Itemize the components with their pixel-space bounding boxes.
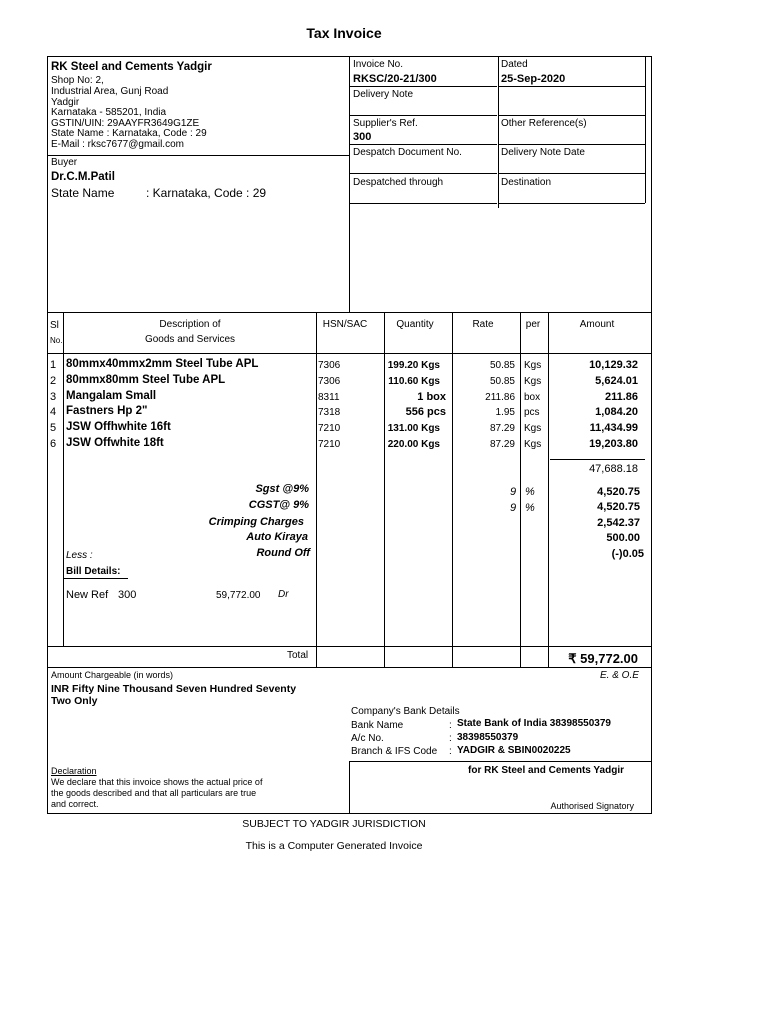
row-amount: 10,129.32 — [589, 359, 638, 371]
charge-label: Sgst @9% — [255, 483, 309, 495]
total-row-bottom — [47, 667, 651, 668]
bill-ref-label: New Ref — [66, 589, 109, 601]
amount-words-label: Amount Chargeable (in words) — [51, 670, 174, 680]
row-desc: Fastners Hp 2" — [66, 405, 148, 417]
frame-bottom — [47, 813, 651, 814]
row-sl: 5 — [50, 422, 57, 434]
meta-line — [349, 86, 497, 87]
bill-details-underline — [64, 578, 128, 579]
delivery-note-label: Delivery Note — [353, 89, 414, 100]
row-per: Kgs — [524, 376, 542, 387]
row-rate: 87.29 — [489, 439, 515, 450]
charge-label: Crimping Charges — [208, 516, 304, 528]
col-line-rate — [520, 312, 521, 668]
row-rate: 87.29 — [489, 423, 515, 434]
row-desc: JSW Offhwhite 16ft — [66, 421, 171, 433]
delivery-note-date-label: Delivery Note Date — [501, 147, 585, 158]
buyer-state-value: : Karnataka, Code : 29 — [146, 186, 267, 200]
subtotal-amount: 47,688.18 — [589, 463, 638, 475]
header-rate: Rate — [472, 319, 494, 330]
row-amount: 11,434.99 — [589, 422, 638, 434]
row-qty: 1 box — [417, 391, 446, 403]
meta-line — [498, 144, 645, 145]
row-sl: 6 — [50, 438, 57, 450]
bill-ref-no: 300 — [118, 589, 137, 601]
declaration-line: We declare that this invoice shows the actual price of — [51, 777, 263, 787]
signatory-box-left — [349, 761, 350, 813]
col-line-sl — [63, 312, 64, 646]
invoice-no: RKSC/20-21/300 — [353, 73, 437, 85]
row-amount: 19,203.80 — [589, 438, 638, 450]
seller-buyer-divider — [47, 155, 349, 156]
row-qty: 199.20 Kgs — [387, 360, 440, 371]
dated-label: Dated — [501, 59, 528, 70]
meta-line — [498, 203, 645, 204]
table-top — [47, 312, 651, 313]
seller-line: Karnataka - 585201, India — [51, 107, 167, 118]
row-amount: 5,624.01 — [595, 375, 638, 387]
dated-value: 25-Sep-2020 — [501, 73, 566, 85]
header-desc-2: Goods and Services — [144, 334, 236, 345]
declaration-line: the goods described and that all particulars are true — [51, 788, 257, 798]
row-hsn: 7306 — [318, 360, 341, 371]
declaration-line: and correct. — [51, 799, 99, 809]
seller-line: State Name : Karnataka, Code : 29 — [51, 128, 207, 139]
row-qty: 131.00 Kgs — [387, 423, 440, 434]
amount-words-2: Two Only — [51, 695, 98, 707]
seller-email: E-Mail : rksc7677@gmail.com — [51, 139, 184, 150]
meta-right — [645, 56, 646, 203]
header-no: No. — [50, 336, 63, 345]
row-rate: 1.95 — [495, 407, 515, 418]
computer-generated-note: This is a Computer Generated Invoice — [245, 840, 423, 852]
authorised-signatory: Authorised Signatory — [550, 801, 634, 811]
row-desc: JSW Offwhite 18ft — [66, 437, 164, 449]
row-sl: 1 — [50, 359, 57, 371]
row-hsn: 8311 — [318, 392, 340, 403]
row-sl: 3 — [50, 391, 57, 403]
row-per: box — [524, 392, 541, 403]
branch: YADGIR & SBIN0020225 — [457, 745, 571, 756]
header-hsn: HSN/SAC — [322, 319, 368, 330]
bill-amount: 59,772.00 — [216, 590, 261, 601]
eoe: E. & O.E — [600, 670, 639, 681]
row-hsn: 7210 — [318, 423, 341, 434]
row-desc: 80mmx80mm Steel Tube APL — [66, 374, 226, 386]
row-amount: 1,084.20 — [595, 406, 638, 418]
ac-no-colon: : — [449, 733, 452, 744]
frame-right — [651, 56, 652, 814]
charge-amount: 500.00 — [606, 532, 640, 544]
row-per: Kgs — [524, 439, 542, 450]
frame-left — [47, 56, 48, 814]
meta-line — [498, 115, 645, 116]
meta-divider — [498, 56, 499, 208]
row-amount: 211.86 — [604, 391, 638, 403]
row-per: pcs — [524, 407, 540, 418]
header-desc: Description of — [159, 319, 221, 330]
subtotal-line — [550, 459, 645, 460]
bank-name-colon: : — [449, 720, 452, 731]
charge-rate: 9 — [510, 502, 517, 514]
round-off-label: Round Off — [256, 547, 310, 559]
row-desc: 80mmx40mmx2mm Steel Tube APL — [66, 358, 259, 370]
row-qty: 110.60 Kgs — [388, 376, 440, 387]
bank-name-label: Bank Name — [351, 720, 404, 731]
bill-dr: Dr — [278, 589, 289, 600]
charge-amount: 4,520.75 — [597, 486, 640, 498]
total-row-top — [47, 646, 651, 647]
other-ref-label: Other Reference(s) — [501, 118, 587, 129]
charge-amount: 2,542.37 — [597, 517, 640, 529]
row-hsn: 7210 — [318, 439, 341, 450]
declaration-label: Declaration — [51, 766, 97, 776]
header-divider — [349, 56, 350, 312]
row-qty: 220.00 Kgs — [387, 439, 440, 450]
branch-label: Branch & IFS Code — [351, 746, 438, 757]
row-rate: 50.85 — [489, 360, 515, 371]
bill-details-label: Bill Details: — [66, 566, 121, 577]
seller-name: RK Steel and Cements Yadgir — [51, 61, 212, 73]
header-quantity: Quantity — [396, 319, 434, 330]
charge-label: Auto Kiraya — [246, 531, 308, 543]
charge-unit: % — [525, 502, 535, 514]
charge-rate: 9 — [510, 486, 517, 498]
branch-colon: : — [449, 746, 452, 757]
total-amount: ₹ 59,772.00 — [568, 651, 638, 666]
row-rate: 211.86 — [485, 392, 515, 403]
less-label: Less : — [66, 550, 93, 561]
total-label: Total — [287, 650, 309, 661]
suppliers-ref-label: Supplier's Ref. — [353, 118, 418, 129]
despatched-through-label: Despatched through — [353, 177, 444, 188]
buyer-label: Buyer — [51, 157, 78, 168]
seller-line: GSTIN/UIN: 29AAYFR3649G1ZE — [51, 118, 200, 129]
round-off-amount: (-)0.05 — [611, 548, 644, 560]
row-hsn: 7306 — [318, 376, 341, 387]
for-company: for RK Steel and Cements Yadgir — [468, 765, 624, 776]
row-hsn: 7318 — [318, 407, 341, 418]
suppliers-ref: 300 — [353, 131, 372, 143]
buyer-state-label: State Name — [51, 186, 115, 200]
page-title: Tax Invoice — [306, 25, 382, 41]
ac-no-label: A/c No. — [351, 733, 384, 744]
row-sl: 2 — [50, 375, 57, 387]
row-desc: Mangalam Small — [66, 390, 157, 402]
meta-line — [349, 173, 497, 174]
col-line-desc — [316, 312, 317, 668]
row-per: Kgs — [524, 360, 542, 371]
row-per: Kgs — [524, 423, 542, 434]
meta-line — [349, 144, 497, 145]
col-line-per — [548, 312, 549, 668]
meta-line — [349, 115, 497, 116]
charge-unit: % — [525, 486, 535, 498]
header-amount: Amount — [579, 319, 615, 330]
buyer-name: Dr.C.M.Patil — [51, 171, 115, 183]
seller-line: Industrial Area, Gunj Road — [51, 86, 169, 97]
signatory-box-top — [349, 761, 651, 762]
charge-amount: 4,520.75 — [597, 501, 640, 513]
meta-line — [349, 203, 497, 204]
seller-line: Yadgir — [51, 97, 80, 108]
row-sl: 4 — [50, 406, 57, 418]
row-qty: 556 pcs — [405, 406, 446, 418]
bank-name: State Bank of India 38398550379 — [457, 718, 611, 729]
header-sl: Sl — [50, 320, 59, 331]
amount-words: INR Fifty Nine Thousand Seven Hundred Seventy — [51, 683, 297, 695]
header-per: per — [525, 319, 541, 330]
bank-title: Company's Bank Details — [351, 706, 460, 717]
charge-label: CGST@ 9% — [248, 499, 309, 511]
seller-line: Shop No: 2, — [51, 75, 104, 86]
invoice-no-label: Invoice No. — [353, 59, 404, 70]
despatch-doc-label: Despatch Document No. — [353, 147, 462, 158]
table-header-bottom — [47, 353, 651, 354]
destination-label: Destination — [501, 177, 552, 188]
jurisdiction: SUBJECT TO YADGIR JURISDICTION — [242, 818, 426, 830]
meta-line — [498, 86, 645, 87]
meta-line — [498, 173, 645, 174]
row-rate: 50.85 — [489, 376, 515, 387]
ac-no: 38398550379 — [457, 732, 519, 743]
